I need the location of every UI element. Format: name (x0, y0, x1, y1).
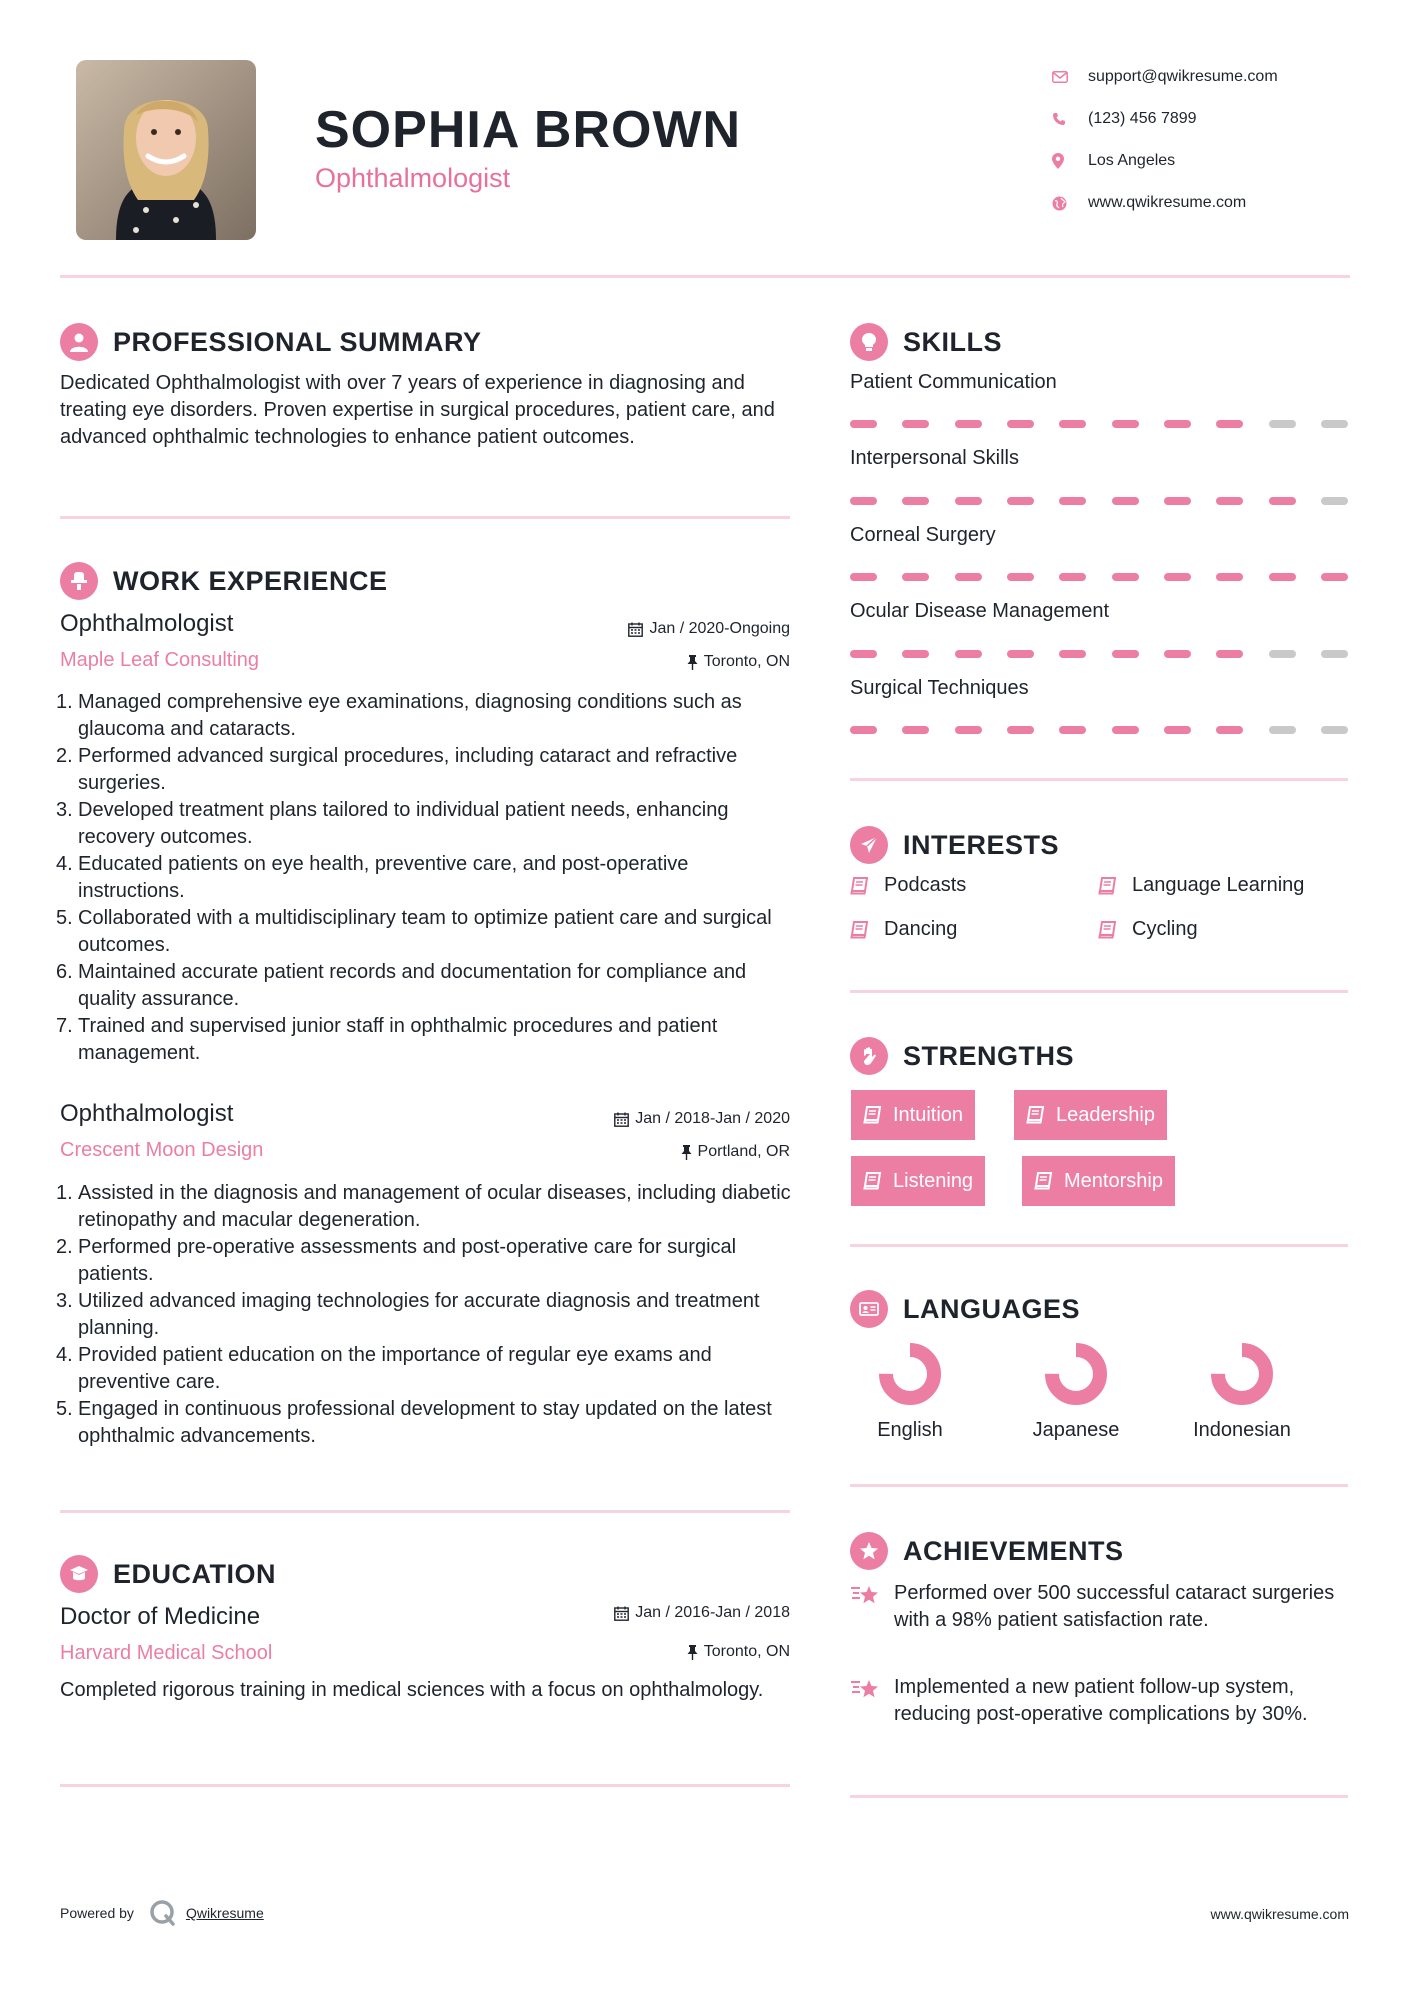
book-icon (863, 1172, 883, 1190)
skill-dot-empty (1321, 726, 1348, 734)
calendar-icon (628, 622, 643, 637)
brand-link[interactable]: Qwikresume (185, 1905, 264, 1921)
hand-icon (850, 1037, 888, 1075)
skill-dot-filled (1112, 497, 1139, 505)
candidate-name: SOPHIA BROWN (315, 101, 742, 159)
contact-email[interactable] (1052, 56, 1382, 98)
skill-dot-filled (850, 650, 877, 658)
job-title: Ophthalmologist (60, 610, 234, 637)
list-item: 3. Utilized advanced imaging technologies for accurate diagnosis and treatment planning. (56, 1290, 760, 1339)
education-date-text: Jan / 2016-Jan / 2018 (635, 1604, 790, 1621)
user-icon (60, 323, 98, 361)
skills-title: SKILLS (903, 326, 1003, 357)
profile-photo (76, 60, 256, 240)
experience-heading (60, 562, 388, 600)
portrait-image (76, 60, 256, 240)
skill-dot-filled (1164, 650, 1191, 658)
calendar-icon (614, 1112, 629, 1127)
summary-title: PROFESSIONAL SUMMARY (113, 326, 482, 357)
languages-divider (850, 1484, 1348, 1487)
degree-title: Doctor of Medicine (60, 1603, 261, 1630)
language-item (1016, 1342, 1136, 1442)
list-item: 3. Developed treatment plans tailored to individual patient needs, enhancing recovery outcomes. (56, 799, 729, 848)
skill-rating (850, 650, 1348, 658)
strengths-heading (850, 1037, 1074, 1075)
list-item: 2. Performed advanced surgical procedures, including cataract and refractive surgeries. (56, 745, 738, 794)
contact-location (1052, 140, 1382, 182)
language-item (850, 1342, 970, 1442)
shooting-star-icon (850, 1674, 894, 1728)
skill-dot-filled (1216, 726, 1243, 734)
job-location-text: Portland, OR (697, 1143, 790, 1160)
skill-dot-filled (1164, 573, 1191, 581)
location-pin-icon (1052, 153, 1088, 169)
list-item: 4. Educated patients on eye health, preventive care, and post-operative instructions. (56, 853, 689, 902)
strength-tag: Intuition (851, 1090, 975, 1140)
header-divider (60, 275, 1350, 278)
book-icon (1098, 921, 1118, 939)
skill-name: Surgical Techniques (850, 677, 1029, 699)
book-icon (1098, 877, 1118, 895)
list-item: 5. Collaborated with a multidisciplinary team to optimize patient care and surgical outcomes. (56, 907, 772, 956)
skill-name: Ocular Disease Management (850, 600, 1110, 622)
skill-dot-filled (1007, 573, 1034, 581)
strength-tag: Leadership (1014, 1090, 1167, 1140)
skill-dot-filled (902, 650, 929, 658)
skill-rating (850, 420, 1348, 428)
education-location-text: Toronto, ON (703, 1643, 790, 1660)
mail-icon (1052, 71, 1088, 83)
list-item: 7. Trained and supervised junior staff in ophthalmic procedures and patient management. (56, 1015, 718, 1064)
experience-title: WORK EXPERIENCE (113, 565, 388, 596)
book-icon (863, 1106, 883, 1124)
language-progress-ring (878, 1342, 942, 1406)
skill-dot-filled (850, 573, 877, 581)
skill-dot-empty (1269, 420, 1296, 428)
skills-heading (850, 323, 1002, 361)
pushpin-icon (687, 655, 698, 670)
strengths-title: STRENGTHS (903, 1040, 1075, 1071)
skill-dot-filled (1112, 726, 1139, 734)
education-location (687, 1643, 790, 1661)
globe-icon (1052, 196, 1088, 211)
skill-name: Interpersonal Skills (850, 447, 1019, 469)
language-progress-ring (1044, 1342, 1108, 1406)
job-location (687, 653, 790, 671)
experience-divider (60, 1510, 790, 1513)
job-duties-list (56, 689, 795, 1067)
interest-item: Podcasts (850, 874, 966, 897)
education-date (614, 1604, 790, 1622)
pushpin-icon (687, 1645, 698, 1660)
list-item: 2. Performed pre-operative assessments and post-operative care for surgical patients. (56, 1236, 737, 1285)
interest-item: Dancing (850, 918, 957, 941)
contact-phone[interactable] (1052, 98, 1382, 140)
lightbulb-icon (850, 323, 888, 361)
education-heading (60, 1555, 276, 1593)
book-icon (850, 877, 870, 895)
skill-dot-empty (1269, 650, 1296, 658)
job-date-text: Jan / 2020-Ongoing (649, 620, 790, 637)
achievement-item: Performed over 500 successful cataract surgeries with a 98% patient satisfaction rate. (850, 1580, 1350, 1634)
list-item: 6. Maintained accurate patient records and documentation for compliance and quality assurance. (56, 961, 747, 1010)
calendar-icon (614, 1606, 629, 1621)
skill-dot-filled (955, 420, 982, 428)
skill-rating (850, 573, 1348, 581)
skill-dot-filled (1164, 497, 1191, 505)
summary-divider (60, 516, 790, 519)
achievements-divider (850, 1795, 1348, 1798)
education-title: EDUCATION (113, 1558, 276, 1589)
paper-plane-icon (850, 826, 888, 864)
languages-heading (850, 1290, 1080, 1328)
skill-dot-filled (1269, 573, 1296, 581)
skill-dot-filled (1007, 650, 1034, 658)
job-date (628, 620, 790, 638)
strengths-divider (850, 1244, 1348, 1247)
skill-dot-filled (902, 726, 929, 734)
skill-dot-filled (1216, 573, 1243, 581)
skills-divider (850, 778, 1348, 781)
book-icon (1026, 1106, 1046, 1124)
achievements-title: ACHIEVEMENTS (903, 1535, 1124, 1566)
language-name: English (877, 1419, 943, 1441)
list-item: 4. Provided patient education on the importance of regular eye exams and preventive care. (56, 1344, 712, 1393)
book-icon (850, 921, 870, 939)
skill-dot-filled (1059, 726, 1086, 734)
skill-dot-filled (955, 650, 982, 658)
strength-tag: Mentorship (1022, 1156, 1175, 1206)
skill-dot-filled (1059, 497, 1086, 505)
skill-dot-filled (1216, 650, 1243, 658)
language-item (1182, 1342, 1302, 1442)
skill-dot-filled (1164, 726, 1191, 734)
skill-dot-empty (1321, 420, 1348, 428)
education-divider (60, 1784, 790, 1787)
footer-url[interactable]: www.qwikresume.com (1210, 1906, 1349, 1922)
qwikresume-logo-icon (148, 1898, 178, 1928)
strength-tag: Listening (851, 1156, 985, 1206)
languages-title: LANGUAGES (903, 1293, 1081, 1324)
skill-dot-filled (850, 497, 877, 505)
skill-dot-filled (1112, 420, 1139, 428)
id-card-icon (850, 1290, 888, 1328)
skill-dot-filled (902, 497, 929, 505)
skill-dot-filled (902, 573, 929, 581)
contact-list (1052, 56, 1382, 224)
skill-dot-filled (1321, 573, 1348, 581)
job-company: Crescent Moon Design (60, 1139, 264, 1161)
summary-heading (60, 323, 482, 361)
candidate-role: Ophthalmologist (315, 163, 511, 193)
contact-phone-text: (123) 456 7899 (1088, 110, 1197, 127)
skill-dot-filled (902, 420, 929, 428)
job-duties-list (56, 1180, 795, 1450)
book-icon (1034, 1172, 1054, 1190)
briefcase-icon (60, 562, 98, 600)
job-date (614, 1110, 790, 1128)
skill-name: Patient Communication (850, 371, 1057, 393)
interest-item: Language Learning (1098, 874, 1304, 897)
skill-dot-filled (1007, 420, 1034, 428)
phone-icon (1052, 112, 1088, 126)
skill-dot-filled (1216, 420, 1243, 428)
list-item: 1. Managed comprehensive eye examinations, diagnosing conditions such as glaucoma and cataracts. (56, 691, 742, 740)
skill-dot-filled (1164, 420, 1191, 428)
skill-dot-filled (1269, 497, 1296, 505)
skill-dot-filled (850, 420, 877, 428)
skill-rating (850, 497, 1348, 505)
school-name: Harvard Medical School (60, 1642, 273, 1664)
skill-dot-filled (955, 726, 982, 734)
achievements-heading (850, 1532, 1124, 1570)
contact-email-text: support@qwikresume.com (1088, 68, 1278, 85)
achievement-item: Implemented a new patient follow-up system, reducing post-operative complications by 30%. (850, 1674, 1350, 1728)
education-description: Completed rigorous training in medical sciences with a focus on ophthalmology. (60, 1679, 764, 1701)
skill-dot-filled (1059, 650, 1086, 658)
skill-name: Corneal Surgery (850, 524, 996, 546)
skill-rating (850, 726, 1348, 734)
skill-dot-filled (955, 573, 982, 581)
language-name: Japanese (1032, 1419, 1120, 1441)
skill-dot-filled (850, 726, 877, 734)
job-company: Maple Leaf Consulting (60, 649, 260, 671)
job-location (681, 1143, 790, 1161)
contact-location-text: Los Angeles (1088, 152, 1176, 169)
skill-dot-empty (1321, 497, 1348, 505)
job-date-text: Jan / 2018-Jan / 2020 (635, 1110, 790, 1127)
list-item: 5. Engaged in continuous professional development to stay updated on the latest ophthalmic advancements. (56, 1398, 772, 1447)
contact-website-text: www.qwikresume.com (1088, 194, 1247, 211)
skill-dot-filled (1007, 497, 1034, 505)
interests-title: INTERESTS (903, 829, 1060, 860)
footer-powered-by (60, 1898, 264, 1928)
skill-dot-filled (1059, 573, 1086, 581)
skill-dot-empty (1269, 726, 1296, 734)
contact-website[interactable] (1052, 182, 1382, 224)
job-title: Ophthalmologist (60, 1100, 234, 1127)
skill-dot-filled (1007, 726, 1034, 734)
star-badge-icon (850, 1532, 888, 1570)
skill-dot-filled (1112, 650, 1139, 658)
skill-dot-filled (955, 497, 982, 505)
list-item: 1. Assisted in the diagnosis and management of ocular diseases, including diabetic retinopathy and macular degeneration. (56, 1182, 791, 1231)
interests-heading (850, 826, 1059, 864)
job-location-text: Toronto, ON (703, 653, 790, 670)
skill-dot-filled (1216, 497, 1243, 505)
graduate-icon (60, 1555, 98, 1593)
language-name: Indonesian (1193, 1419, 1291, 1441)
language-progress-ring (1210, 1342, 1274, 1406)
shooting-star-icon (850, 1580, 894, 1634)
interest-item: Cycling (1098, 918, 1198, 941)
pushpin-icon (681, 1145, 692, 1160)
skill-dot-empty (1321, 650, 1348, 658)
summary-text: Dedicated Ophthalmologist with over 7 years of experience in diagnosing and treating eye disorders. Proven expertise in surgical procedures, patient care, and advanced ophthalmic technologies to enhance patient outcomes. (60, 372, 775, 448)
skill-dot-filled (1059, 420, 1086, 428)
interests-divider (850, 990, 1348, 993)
skill-dot-filled (1112, 573, 1139, 581)
powered-by-label: Powered by (60, 1905, 134, 1921)
